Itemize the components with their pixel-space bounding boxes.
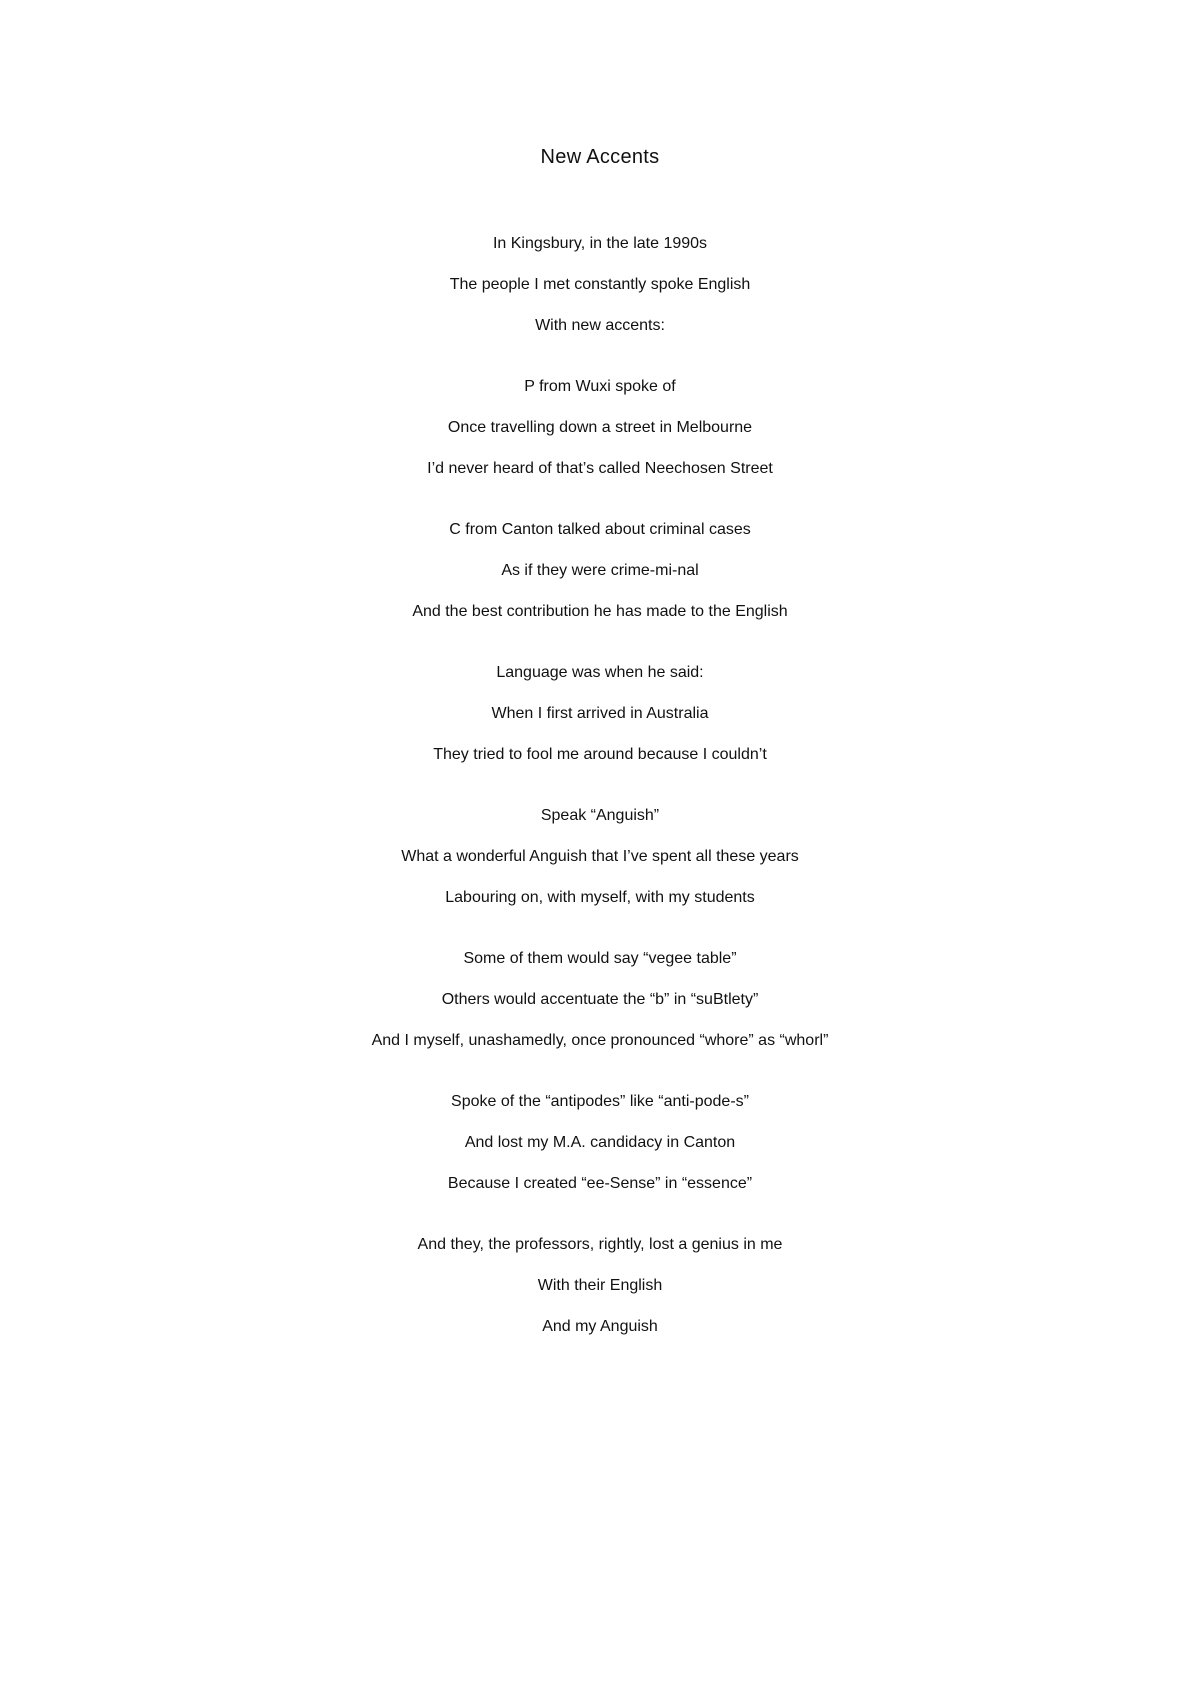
stanza [0,949,1200,1051]
poem-line: What a wonderful Anguish that I’ve spent all these years [401,848,799,865]
poem-line: When I first arrived in Australia [491,705,709,722]
stanza [0,234,1200,336]
poem-line: I’d never heard of that’s called Neechosen Street [427,460,773,477]
poem-line: Spoke of the “antipodes” like “anti-pode-s” [451,1093,749,1110]
poem-line: And my Anguish [542,1318,658,1335]
poem-line: With new accents: [535,317,665,334]
poem-line: The people I met constantly spoke English [449,276,751,293]
poem-line: Speak “Anguish” [540,807,660,824]
poem-title: New Accents [540,146,660,168]
poem-line: As if they were crime-mi-nal [501,562,699,579]
stanza [0,1092,1200,1194]
poem-body [0,234,1200,1378]
poem-line: Because I created “ee-Sense” in “essence” [447,1175,753,1192]
poem-line: With their English [537,1277,663,1294]
poem-line: Labouring on, with myself, with my students [445,889,755,906]
poem-line: In Kingsbury, in the late 1990s [492,235,708,252]
poem-line: Once travelling down a street in Melbourne [447,419,753,436]
poem-line: And they, the professors, rightly, lost a genius in me [417,1236,783,1253]
poem-line: And I myself, unashamedly, once pronounced “whore” as “whorl” [371,1032,829,1049]
stanza [0,377,1200,479]
poem-line: And lost my M.A. candidacy in Canton [464,1134,736,1151]
poem-line: C from Canton talked about criminal cases [449,521,751,538]
stanza [0,806,1200,908]
poem-line: Some of them would say “vegee table” [463,950,737,967]
stanza [0,1235,1200,1337]
poem-line: Others would accentuate the “b” in “suBtlety” [441,991,759,1008]
poem-line: P from Wuxi spoke of [524,378,676,395]
stanza [0,520,1200,622]
poem-line: They tried to fool me around because I couldn’t [433,746,767,763]
stanza [0,663,1200,765]
poem-line: Language was when he said: [496,664,704,681]
poem-line: And the best contribution he has made to the English [412,603,788,620]
